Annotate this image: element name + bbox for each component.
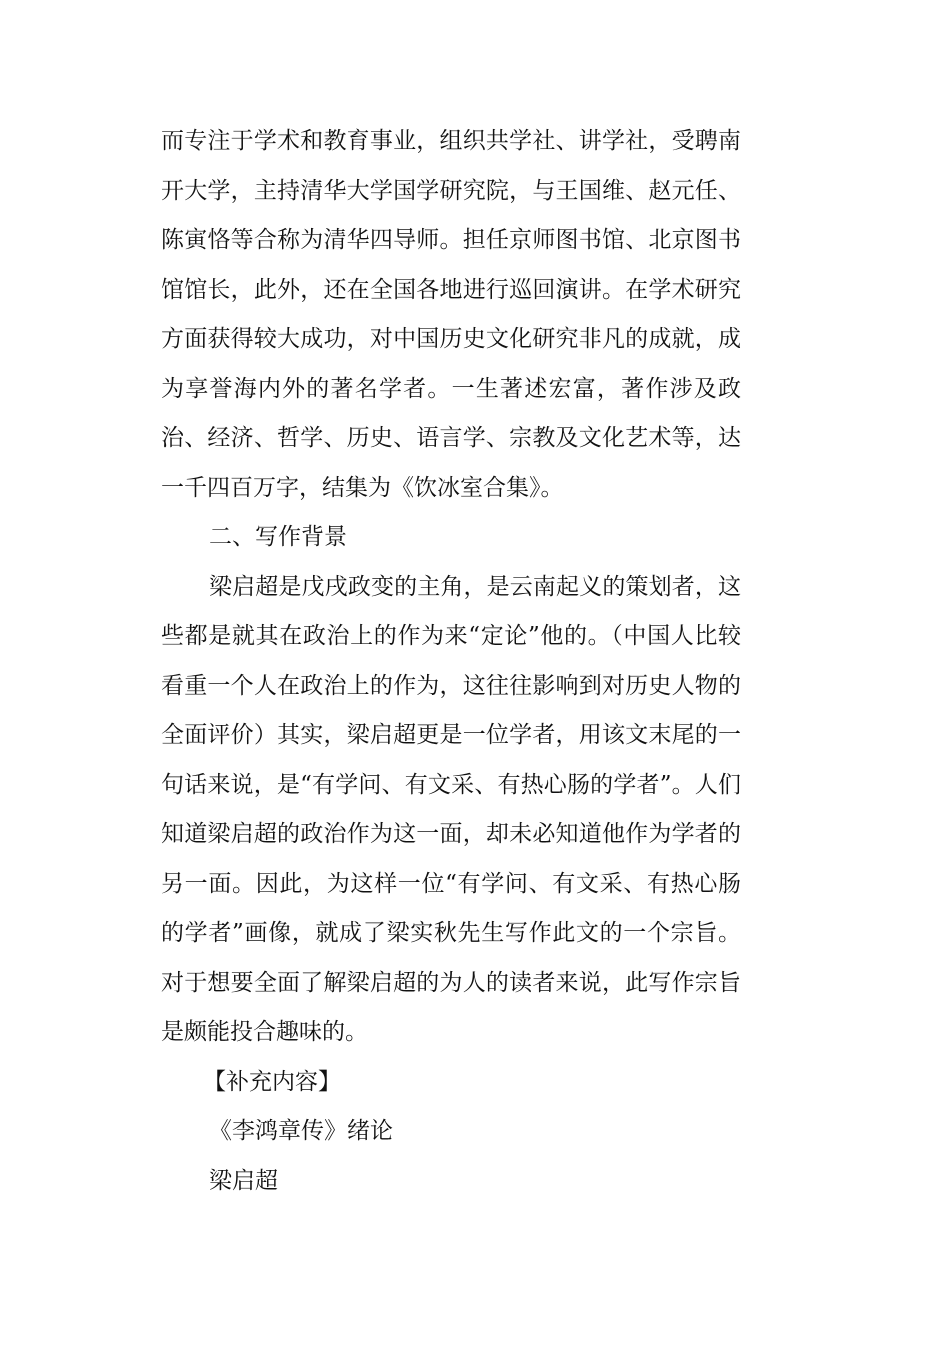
section-heading-writing-background: 二、写作背景	[209, 524, 347, 550]
supplement-title: 《李鸿章传》绪论	[209, 1118, 393, 1144]
paragraph-writing-background: 梁启超是戊戌政变的主角，是云南起义的策划者，这些都是就其在政治上的作为来“定论”他的。（中国人比较看重一个人在政治上的作为，这往往影响到对历史人物的全面评价）其实，梁启超更是一位学者，用该文末尾的一句话来说，是“有学问、有文采、有热心肠的学者”。人们知道梁启超的政治作为这一面，却未必知道他作为学者的另一面。因此，为这样一位“有学问、有文采、有热心肠的学者”画像，就成了梁实秋先生写作此文的一个宗旨。对于想要全面了解梁启超的为人的读者来说，此写作宗旨是颇能投合趣味的。	[161, 573, 741, 1045]
supplement-author: 梁启超	[209, 1167, 278, 1194]
paragraph-biography: 而专注于学术和教育事业，组织共学社、讲学社，受聘南开大学，主持清华大学国学研究院，与王国维、赵元任、陈寅恪等合称为清华四导师。担任京师图书馆、北京图书馆馆长，此外，还在全国各地进行巡回演讲。在学术研究方面获得较大成功，对中国历史文化研究非凡的成就，成为享誉海内外的著名学者。一生著述宏富，著作涉及政治、经济、哲学、历史、语言学、宗教及文化艺术等，达一千四百万字，结集为《饮冰室合集》。	[161, 128, 741, 501]
document-body	[161, 117, 741, 1206]
supplement-heading: 【补充内容】	[203, 1068, 341, 1095]
